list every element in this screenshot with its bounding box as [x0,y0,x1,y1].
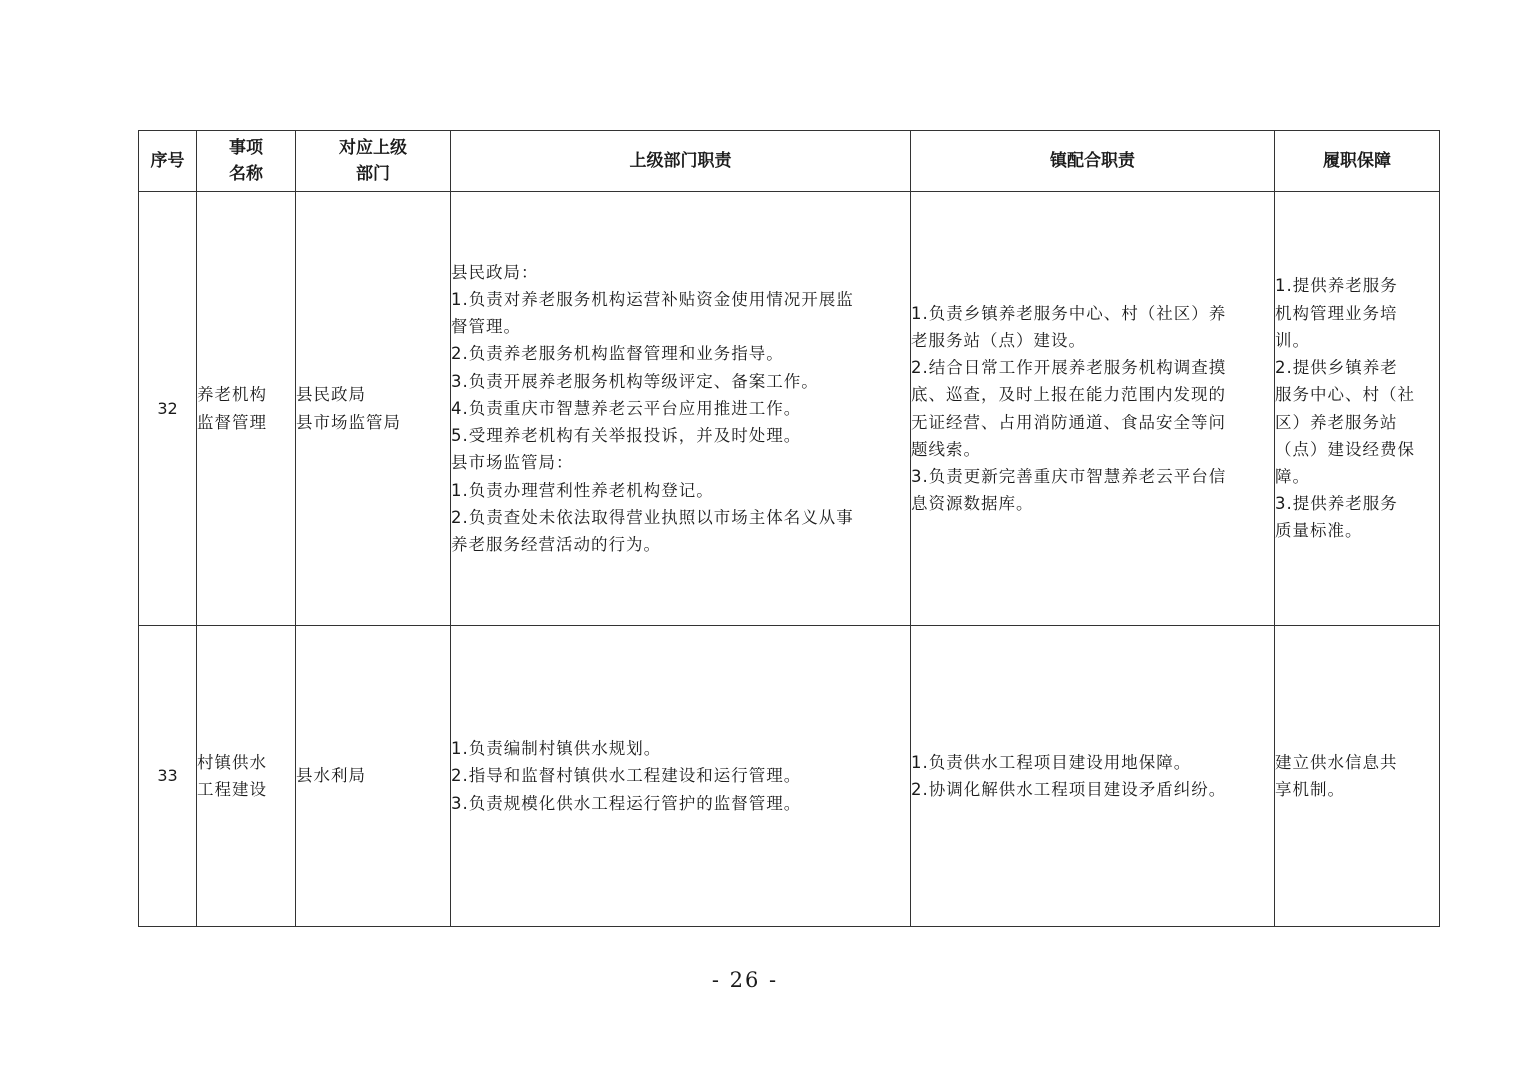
cell-seq: 33 [139,626,197,927]
cell-upper-dept: 县民政局 县市场监管局 [296,192,451,626]
cell-item-name: 村镇供水 工程建设 [197,626,296,927]
header-upper-dept: 对应上级 部门 [296,131,451,192]
cell-upper-duty: 1.负责编制村镇供水规划。 2.指导和监督村镇供水工程建设和运行管理。 3.负责规模化供水工程运行管护的监督管理。 [451,626,911,927]
page-number: - 26 - [711,968,779,992]
header-seq: 序号 [139,131,197,192]
cell-upper-duty: 县民政局： 1.负责对养老服务机构运营补贴资金使用情况开展监 督管理。 2.负责养老服务机构监督管理和业务指导。 3.负责开展养老服务机构等级评定、备案工作。 4.负责重庆市智慧养老云平台应用推进工作。 5.受理养老机构有关举报投诉，并及时处理。 县市场监管局： 1.负责办理营利性养老机构登记。 2.负责查处未依法取得营业执照以市场主体名义从事 养老服务经营活动的行为。 [451,192,911,626]
header-guarantee: 履职保障 [1275,131,1440,192]
cell-upper-dept: 县水利局 [296,626,451,927]
table-header-row [139,131,1440,192]
cell-town-duty: 1.负责乡镇养老服务中心、村（社区）养 老服务站（点）建设。 2.结合日常工作开展养老服务机构调查摸 底、巡查，及时上报在能力范围内发现的 无证经营、占用消防通道、食品安全等问 题线索。 3.负责更新完善重庆市智慧养老云平台信 息资源数据库。 [911,192,1275,626]
cell-item-name: 养老机构 监督管理 [197,192,296,626]
cell-town-duty: 1.负责供水工程项目建设用地保障。 2.协调化解供水工程项目建设矛盾纠纷。 [911,626,1275,927]
cell-guarantee: 建立供水信息共 享机制。 [1275,626,1440,927]
header-item-name: 事项 名称 [197,131,296,192]
header-town-duty: 镇配合职责 [911,131,1275,192]
cell-guarantee: 1.提供养老服务 机构管理业务培 训。 2.提供乡镇养老 服务中心、村（社 区）养老服务站 （点）建设经费保 障。 3.提供养老服务 质量标准。 [1275,192,1440,626]
table-row [139,626,1440,927]
header-upper-duty: 上级部门职责 [451,131,911,192]
table-row [139,192,1440,626]
cell-seq: 32 [139,192,197,626]
duty-table [138,130,1440,927]
